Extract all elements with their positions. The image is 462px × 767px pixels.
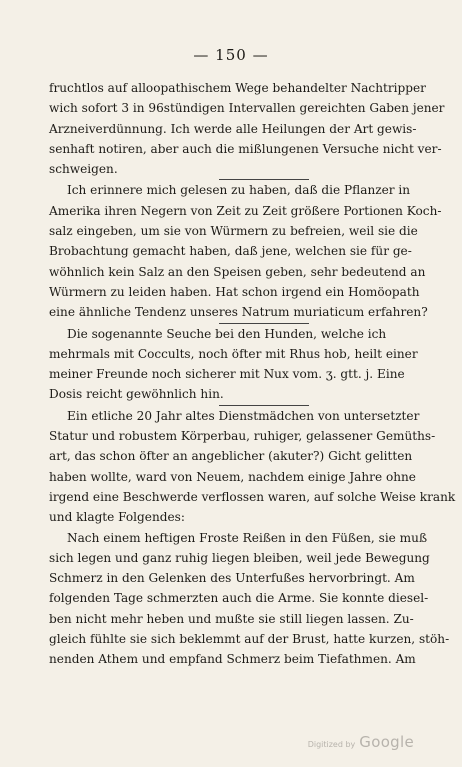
page-number: — 150 — [193, 46, 269, 64]
text-line: art, das schon öfter an angeblicher (akuter?) Gicht gelitten [49, 449, 413, 464]
google-logo: Google [359, 733, 414, 751]
text-line: wöhnlich kein Salz an den Speisen geben, sehr bedeutend an [49, 264, 426, 279]
text-line: haben wollte, ward von Neuem, nachdem einige Jahre ohne [49, 469, 416, 484]
text-line: Ein etliche 20 Jahr altes Dienstmädchen von untersetzter [67, 408, 420, 423]
text-line: Arzneiverdünnung. Ich werde alle Heilungen der Art gewis- [49, 121, 417, 136]
text-line: Schmerz in den Gelenken des Unterfußes hervorbringt. Am [49, 571, 415, 586]
text-line: und klagte Folgendes: [49, 510, 185, 525]
text-line: wich sofort 3 in 96stündigen Intervallen gereichten Gaben jener [49, 101, 445, 116]
text-line: nenden Athem und empfand Schmerz beim Tiefathmen. Am [49, 652, 416, 667]
text-line: senhaft notiren, aber auch die mißlungenen Versuche nicht ver- [49, 141, 442, 156]
body-text [49, 78, 456, 670]
text-line: irgend eine Beschwerde verflossen waren, auf solche Weise krank [49, 489, 456, 504]
text-line: gleich fühlte sie sich beklemmt auf der Brust, hatte kurzen, stöh- [49, 632, 450, 647]
text-line: Amerika ihren Negern von Zeit zu Zeit größere Portionen Koch- [49, 203, 442, 218]
text-line: mehrmals mit Coccults, noch öfter mit Rhus hob, heilt einer [49, 346, 418, 361]
text-line: salz eingeben, um sie von Würmern zu befreien, weil sie die [49, 224, 418, 239]
text-line: schweigen. [49, 162, 118, 177]
text-line: sich legen und ganz ruhig liegen bleiben, weil jede Bewegung [49, 550, 430, 565]
text-line: Statur und robustem Körperbau, ruhiger, gelassener Gemüths- [49, 429, 436, 444]
text-line: ben nicht mehr heben und mußte sie still liegen lassen. Zu- [49, 611, 414, 626]
text-line: folgenden Tage schmerzten auch die Arme. Sie konnte diesel- [49, 591, 429, 606]
text-line: Brobachtung gemacht haben, daß jene, welchen sie für ge- [49, 244, 412, 259]
text-line: Nach einem heftigen Froste Reißen in den Füßen, sie muß [67, 530, 428, 545]
text-line: meiner Freunde noch sicherer mit Nux vom. ʒ. gtt. j. Eine [49, 367, 405, 382]
text-line: Dosis reicht gewöhnlich hin. [49, 387, 224, 402]
text-line: eine ähnliche Tendenz unseres Natrum muriaticum erfahren? [49, 305, 428, 320]
text-line: Die sogenannte Seuche bei den Hunden, welche ich [67, 326, 387, 341]
text-line: fruchtlos auf alloopathischem Wege behandelter Nachtripper [49, 81, 426, 95]
text-line: Würmern zu leiden haben. Hat schon irgend ein Homöopath [49, 284, 420, 299]
digitized-watermark [308, 733, 414, 751]
text-line: Ich erinnere mich gelesen zu haben, daß die Pflanzer in [67, 183, 411, 198]
watermark-prefix: Digitized by [307, 740, 356, 749]
